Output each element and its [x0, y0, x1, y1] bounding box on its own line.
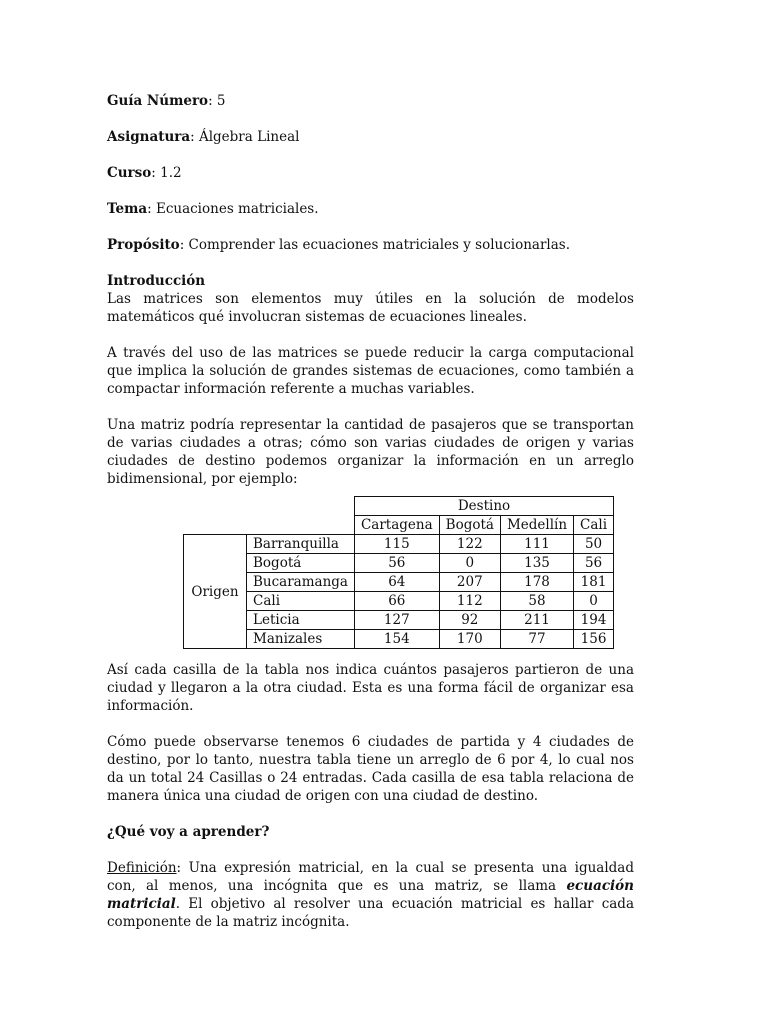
proposito-line: [107, 236, 634, 254]
asignatura-label: Asignatura: [107, 129, 191, 145]
asignatura-value: : Álgebra Lineal: [190, 129, 300, 145]
value-cell: 56: [574, 554, 614, 573]
value-cell: 115: [354, 535, 439, 554]
value-cell: 56: [354, 554, 439, 573]
guia-value: : 5: [208, 93, 226, 109]
column-header: Medellín: [500, 516, 573, 535]
origin-city-cell: Cali: [247, 592, 355, 611]
proposito-value: : Comprender las ecuaciones matriciales y solucionarlas.: [179, 237, 571, 253]
curso-label: Curso: [107, 165, 152, 181]
passenger-table: [183, 496, 614, 649]
guia-line: [107, 92, 634, 110]
tema-line: [107, 200, 634, 218]
after-paragraph-1: Así cada casilla de la tabla nos indica cuántos pasajeros partieron de una ciudad y llegaron a la otra ciudad. Esta es una forma fácil de organizar esa información.: [107, 662, 634, 714]
guia-label: Guía Número: [107, 93, 209, 109]
tema-value: : Ecuaciones matriciales.: [147, 201, 319, 217]
value-cell: 170: [439, 630, 500, 649]
value-cell: 135: [500, 554, 573, 573]
origin-city-cell: Barranquilla: [247, 535, 355, 554]
column-header: Cali: [574, 516, 614, 535]
value-cell: 194: [574, 611, 614, 630]
value-cell: 178: [500, 573, 573, 592]
value-cell: 92: [439, 611, 500, 630]
table-header-row-cities: [184, 516, 614, 535]
value-cell: 112: [439, 592, 500, 611]
value-cell: 207: [439, 573, 500, 592]
value-cell: 154: [354, 630, 439, 649]
proposito-label: Propósito: [107, 237, 180, 253]
passenger-table-wrapper: [183, 496, 634, 649]
table-row: [184, 535, 614, 554]
document-body: [107, 92, 634, 931]
value-cell: 50: [574, 535, 614, 554]
column-header: Cartagena: [354, 516, 439, 535]
value-cell: 122: [439, 535, 500, 554]
value-cell: 64: [354, 573, 439, 592]
asignatura-line: [107, 128, 634, 146]
value-cell: 77: [500, 630, 573, 649]
origin-city-cell: Bucaramanga: [247, 573, 355, 592]
definition-paragraph: [107, 859, 634, 931]
origin-city-cell: Bogotá: [247, 554, 355, 573]
curso-value: : 1.2: [151, 165, 182, 181]
definition-text-a: : Una expresión matricial, en la cual se presenta una igualdad con, al menos, una incógnita que es una matriz, se llama: [107, 860, 634, 894]
column-header: Bogotá: [439, 516, 500, 535]
table-row: [184, 630, 614, 649]
table-row: [184, 554, 614, 573]
value-cell: 127: [354, 611, 439, 630]
value-cell: 156: [574, 630, 614, 649]
definition-text-b: . El objetivo al resolver una ecuación matricial es hallar cada componente de la matriz incógnita.: [107, 896, 634, 930]
value-cell: 211: [500, 611, 573, 630]
table-header-row-destino: [184, 497, 614, 516]
origin-city-cell: Leticia: [247, 611, 355, 630]
origen-label: Origen: [184, 535, 247, 649]
origin-city-cell: Manizales: [247, 630, 355, 649]
intro-paragraph-3: Una matriz podría representar la cantidad de pasajeros que se transportan de varias ciudades a otras; cómo son varias ciudades de origen y varias ciudades de destino podemos organizar la información en un arreglo bidimensional, por ejemplo:: [107, 417, 634, 487]
value-cell: 66: [354, 592, 439, 611]
table-row: [184, 592, 614, 611]
value-cell: 0: [439, 554, 500, 573]
intro-paragraph-2: A través del uso de las matrices se puede reducir la carga computacional que implica la solución de grandes sistemas de ecuaciones, como también a compactar información referente a muchas variables.: [107, 345, 634, 397]
definition-label: Definición: [107, 860, 177, 876]
intro-title: Introducción: [107, 273, 206, 289]
value-cell: 58: [500, 592, 573, 611]
value-cell: 181: [574, 573, 614, 592]
after-paragraph-2: Cómo puede observarse tenemos 6 ciudades de partida y 4 ciudades de destino, por lo tanto, nuestra tabla tiene un arreglo de 6 por 4, lo cual nos da un total 24 Casillas o 24 entradas. Cada casilla de esa tabla relaciona de manera única una ciudad de origen con una ciudad de destino.: [107, 734, 634, 804]
table-row: [184, 573, 614, 592]
definition-term: ecuación matricial: [107, 878, 634, 912]
curso-line: [107, 164, 634, 182]
aprender-title: ¿Qué voy a aprender?: [107, 824, 270, 840]
value-cell: 111: [500, 535, 573, 554]
intro-paragraph-1: Las matrices son elementos muy útiles en la solución de modelos matemáticos qué involucran sistemas de ecuaciones lineales.: [107, 291, 634, 325]
value-cell: 0: [574, 592, 614, 611]
table-row: [184, 611, 614, 630]
destino-header: Destino: [354, 497, 613, 516]
tema-label: Tema: [107, 201, 148, 217]
